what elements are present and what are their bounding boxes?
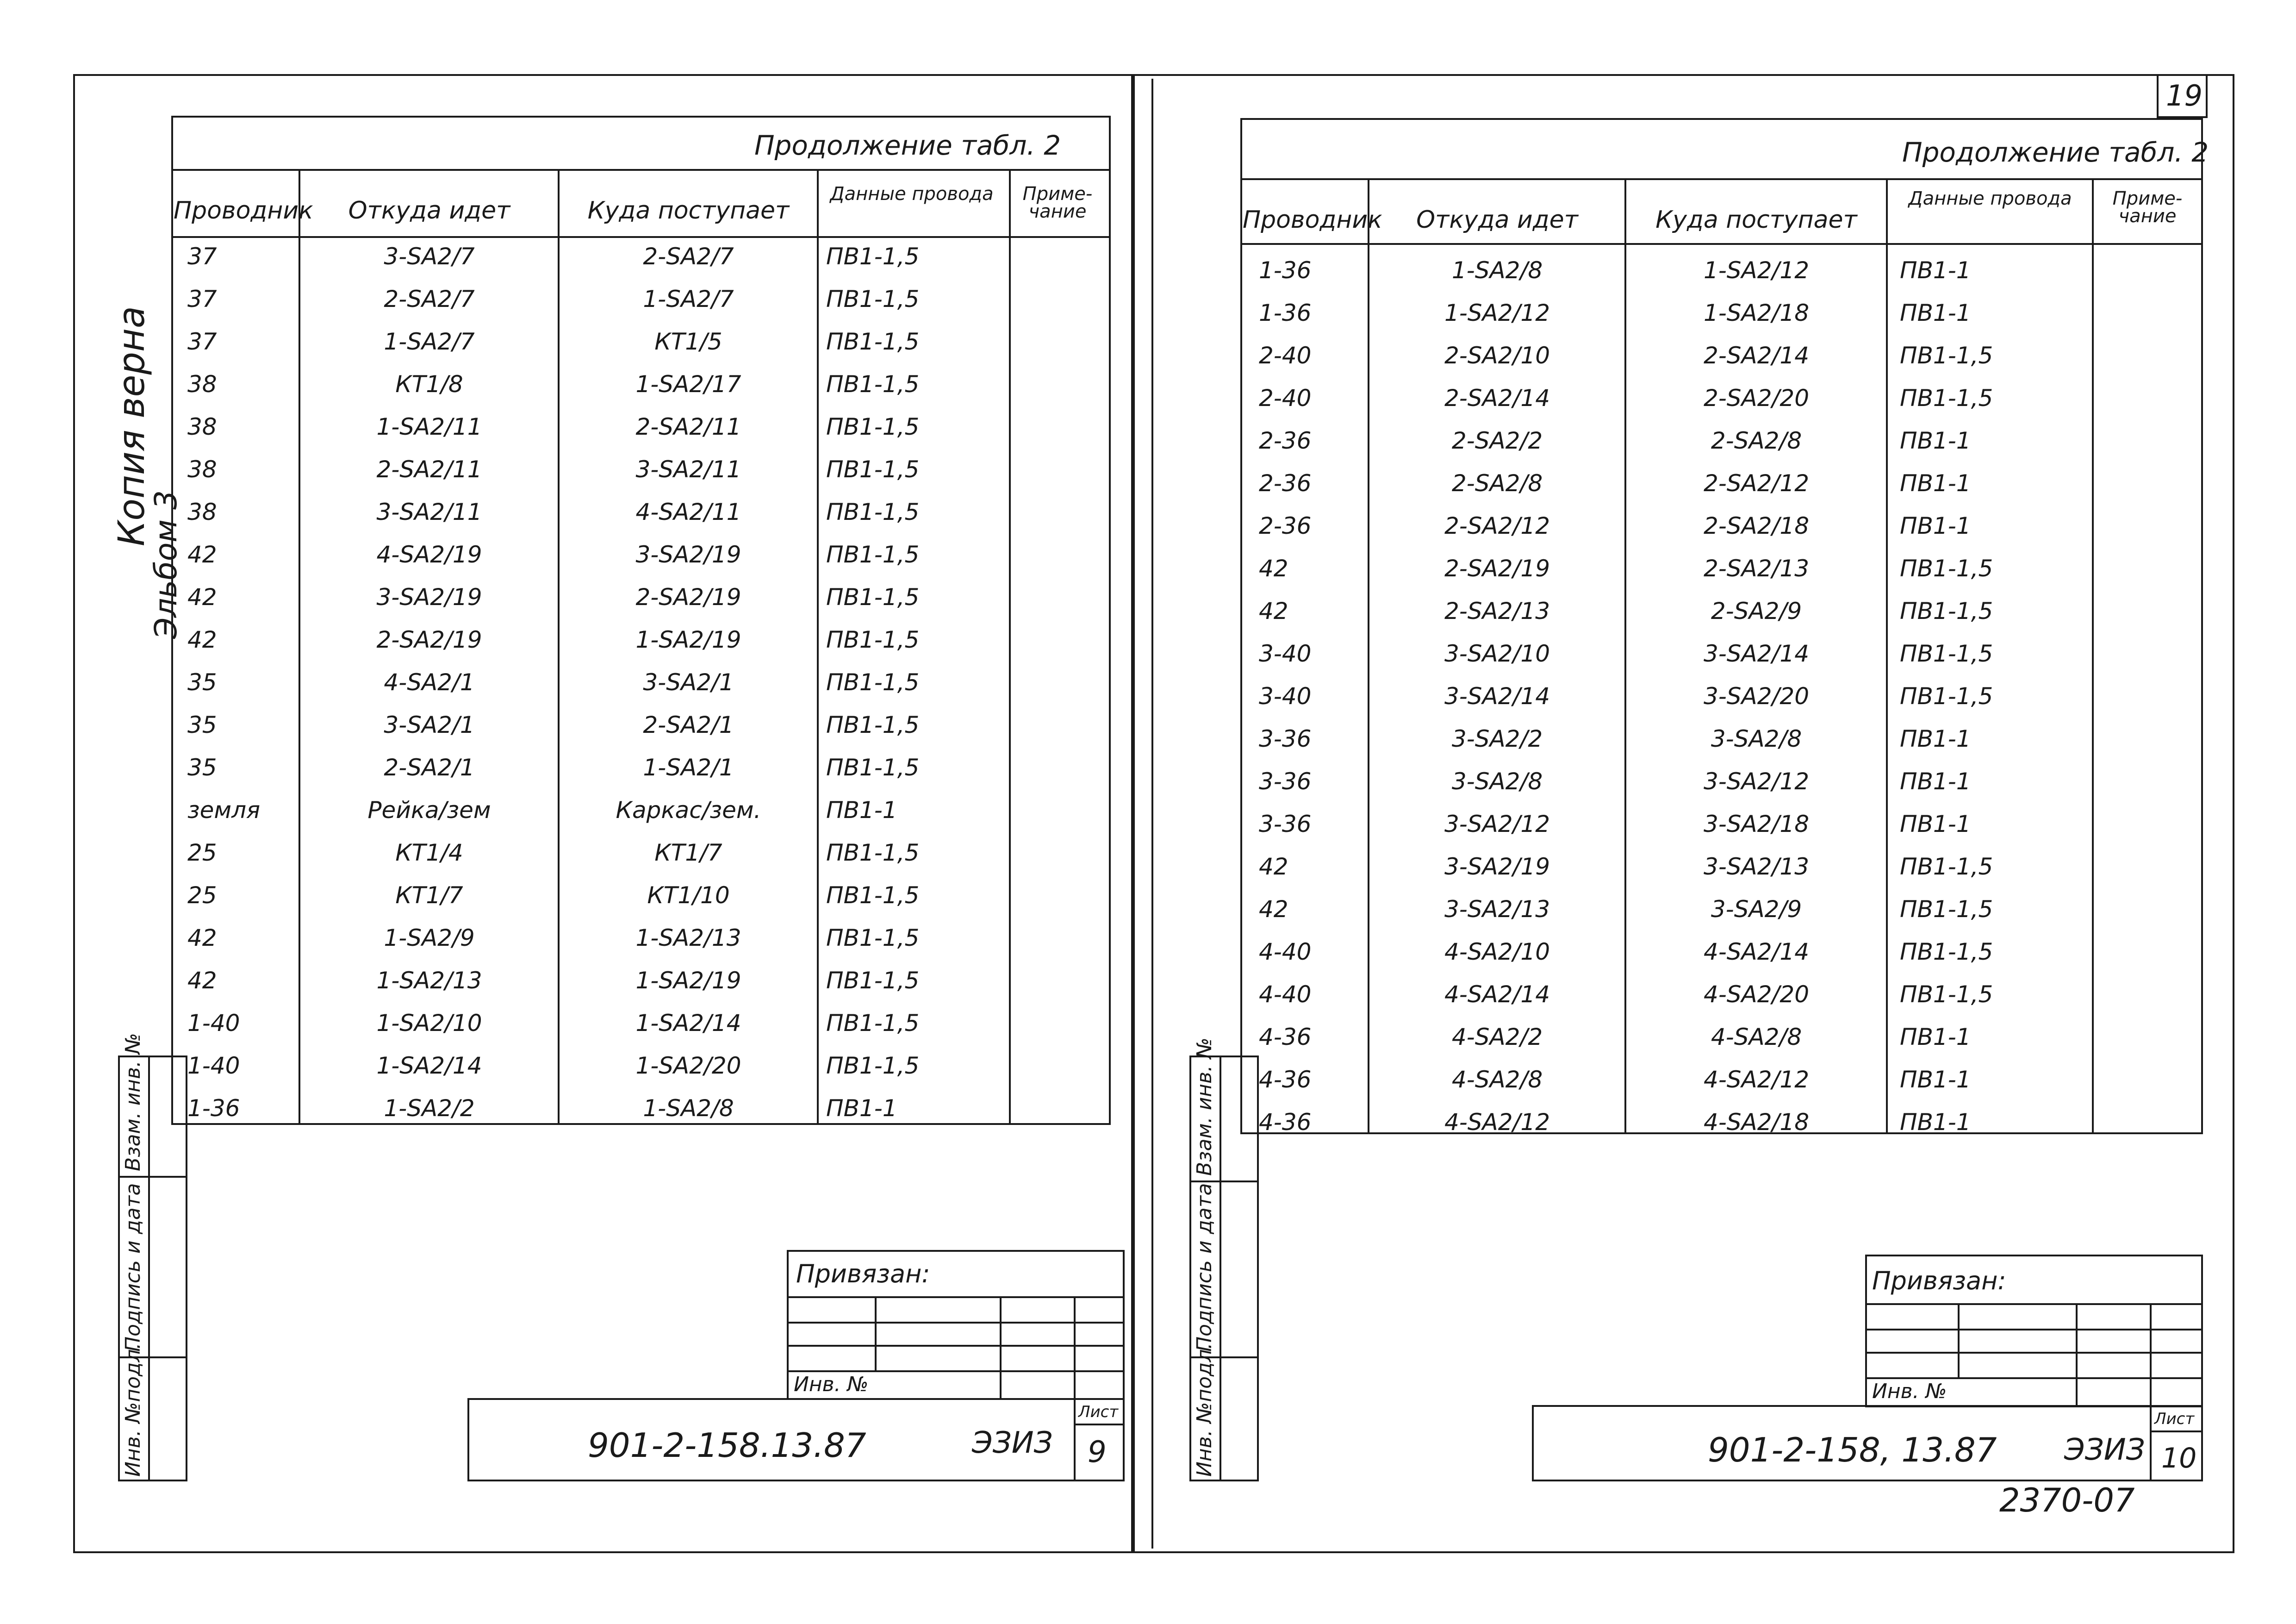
cell-conductor: 3-40: [1259, 640, 1312, 667]
cell-wire: ПВ1-1: [1900, 300, 1971, 326]
cell-conductor: 42: [187, 924, 217, 951]
cell-wire: ПВ1-1: [1900, 512, 1971, 539]
cell-to: 2-SA2/8: [1711, 427, 1802, 454]
cell-from: 1-SA2/13: [376, 967, 482, 994]
right-priv-h1: [1865, 1303, 2203, 1305]
cell-conductor: 1-40: [187, 1010, 240, 1037]
cell-to: 3-SA2/14: [1703, 640, 1810, 667]
cell-conductor: 42: [187, 584, 217, 611]
cell-wire: ПВ1-1,5: [826, 243, 920, 270]
cell-from: 3-SA2/19: [1444, 853, 1550, 880]
cell-to: 1-SA2/19: [635, 626, 741, 653]
sheet-corner-number: 19: [2166, 79, 2203, 112]
cell-conductor: 35: [187, 712, 217, 738]
right-list-h: [2150, 1430, 2203, 1432]
cell-wire: ПВ1-1,5: [826, 882, 920, 909]
cell-to: 2-SA2/9: [1711, 598, 1802, 625]
cell-from: 2-SA2/8: [1451, 470, 1543, 497]
cell-from: 4-SA2/8: [1451, 1066, 1543, 1093]
cell-conductor: 1-36: [1259, 257, 1312, 284]
cell-conductor: 1-36: [1259, 300, 1312, 326]
cell-conductor: 3-40: [1259, 683, 1312, 710]
cell-wire: ПВ1-1,5: [826, 669, 920, 696]
cell-from: 2-SA2/2: [1451, 427, 1543, 454]
cell-wire: ПВ1-1,5: [826, 712, 920, 738]
cell-from: 4-SA2/14: [1444, 981, 1550, 1008]
cell-conductor: 2-36: [1259, 470, 1312, 497]
cell-wire: ПВ1-1,5: [826, 626, 920, 653]
cell-conductor: 2-40: [1259, 385, 1312, 412]
cell-to: 2-SA2/12: [1703, 470, 1810, 497]
cell-conductor: 42: [1259, 555, 1288, 582]
cell-conductor: 42: [1259, 598, 1288, 625]
left-header-to: Куда поступает: [587, 197, 790, 225]
right-header-conductor: Проводник: [1243, 206, 1382, 234]
right-side-podpis: Подпись и дата: [1193, 1183, 1216, 1352]
cell-from: 1-SA2/12: [1444, 300, 1550, 326]
cell-from: КТ1/4: [395, 839, 463, 866]
cell-to: 2-SA2/19: [635, 584, 741, 611]
cell-conductor: 42: [1259, 896, 1288, 923]
cell-from: 2-SA2/7: [384, 286, 475, 312]
left-side-vzam: Взам. инв. №: [121, 1033, 145, 1171]
cell-from: 4-SA2/10: [1444, 938, 1550, 965]
cell-wire: ПВ1-1,5: [1900, 981, 1993, 1008]
cell-wire: ПВ1-1: [1900, 811, 1971, 837]
cell-to: КТ1/7: [654, 839, 722, 866]
cell-to: 3-SA2/1: [643, 669, 734, 696]
cell-to: 3-SA2/20: [1703, 683, 1810, 710]
cell-wire: ПВ1-1,5: [826, 499, 920, 525]
cell-from: 2-SA2/1: [384, 754, 475, 781]
cell-to: 4-SA2/18: [1703, 1109, 1810, 1136]
cell-from: 3-SA2/8: [1451, 768, 1543, 795]
cell-to: 3-SA2/18: [1703, 811, 1810, 837]
cell-conductor: 3-36: [1259, 768, 1312, 795]
cell-wire: ПВ1-1: [1900, 725, 1971, 752]
cell-wire: ПВ1-1,5: [1900, 853, 1993, 880]
cell-wire: ПВ1-1,5: [826, 1052, 920, 1079]
cell-wire: ПВ1-1,5: [1900, 342, 1993, 369]
left-continuation: Продолжение табл. 2: [754, 130, 1061, 161]
cell-to: 2-SA2/7: [643, 243, 734, 270]
cell-to: 3-SA2/8: [1711, 725, 1802, 752]
cell-from: 4-SA2/19: [376, 541, 482, 568]
left-list-h: [1074, 1424, 1125, 1425]
cell-wire: ПВ1-1: [826, 797, 897, 824]
left-priv-v2: [1000, 1296, 1002, 1398]
cell-conductor: 4-40: [1259, 938, 1312, 965]
cell-to: 4-SA2/14: [1703, 938, 1810, 965]
cell-to: 1-SA2/1: [643, 754, 734, 781]
cell-conductor: 2-36: [1259, 427, 1312, 454]
left-priv-v3: [1074, 1296, 1076, 1481]
cell-conductor: 38: [187, 413, 217, 440]
right-col-div-1: [1368, 178, 1369, 1134]
cell-to: 3-SA2/11: [635, 456, 741, 483]
cell-wire: ПВ1-1,5: [1900, 385, 1993, 412]
left-list-no: 9: [1088, 1435, 1107, 1469]
cell-to: Каркас/зем.: [616, 797, 761, 824]
cell-conductor: 37: [187, 243, 217, 270]
cell-wire: ПВ1-1,5: [826, 413, 920, 440]
cell-conductor: 37: [187, 328, 217, 355]
right-header-bottom: [1240, 243, 2203, 245]
right-inv-no: Инв. №: [1872, 1380, 1947, 1403]
cell-to: 1-SA2/7: [643, 286, 734, 312]
cell-conductor: 35: [187, 669, 217, 696]
cell-from: 1-SA2/10: [376, 1010, 482, 1037]
cell-to: 4-SA2/8: [1711, 1024, 1802, 1050]
left-priv-v1: [875, 1296, 877, 1370]
cell-wire: ПВ1-1,5: [1900, 598, 1993, 625]
right-col-div-2: [1624, 178, 1626, 1134]
cell-conductor: земля: [187, 797, 261, 824]
cell-to: 3-SA2/12: [1703, 768, 1810, 795]
right-side-inv-podl: Инв. №подл.: [1193, 1343, 1216, 1477]
left-side-stamp-h1: [118, 1176, 187, 1178]
cell-from: 4-SA2/1: [384, 669, 475, 696]
cell-from: 3-SA2/7: [384, 243, 475, 270]
cell-from: 3-SA2/19: [376, 584, 482, 611]
cell-wire: ПВ1-1: [1900, 470, 1971, 497]
cell-conductor: 25: [187, 882, 217, 909]
cell-to: 1-SA2/14: [635, 1010, 741, 1037]
right-header-from: Откуда идет: [1416, 206, 1578, 234]
cell-from: 3-SA2/1: [384, 712, 475, 738]
cell-conductor: 4-40: [1259, 981, 1312, 1008]
cell-wire: ПВ1-1,5: [826, 754, 920, 781]
cell-wire: ПВ1-1: [1900, 257, 1971, 284]
cell-from: 2-SA2/10: [1444, 342, 1550, 369]
right-col-div-3: [1886, 178, 1888, 1134]
cell-from: КТ1/7: [395, 882, 463, 909]
cell-from: 3-SA2/2: [1451, 725, 1543, 752]
left-list-label: Лист: [1078, 1403, 1119, 1421]
left-sheet-kind: ЭЗИЗ: [972, 1426, 1053, 1460]
cell-wire: ПВ1-1: [1900, 1066, 1971, 1093]
cell-to: 2-SA2/20: [1703, 385, 1810, 412]
right-list-no: 10: [2161, 1442, 2197, 1474]
cell-wire: ПВ1-1,5: [826, 286, 920, 312]
cell-from: 3-SA2/12: [1444, 811, 1550, 837]
cell-wire: ПВ1-1,5: [826, 541, 920, 568]
cell-conductor: 3-36: [1259, 811, 1312, 837]
cell-to: 1-SA2/17: [635, 371, 741, 398]
right-continuation: Продолжение табл. 2: [1902, 137, 2209, 168]
right-header-to: Куда поступает: [1655, 206, 1857, 234]
cell-from: КТ1/8: [395, 371, 463, 398]
cell-from: 2-SA2/11: [376, 456, 482, 483]
cell-to: 1-SA2/8: [643, 1095, 734, 1122]
right-priv-h4: [1865, 1377, 2203, 1379]
cell-conductor: 38: [187, 371, 217, 398]
right-list-label: Лист: [2154, 1410, 2195, 1428]
right-side-stamp-h1: [1189, 1181, 1259, 1182]
right-privyazan: Привязан:: [1872, 1266, 2006, 1295]
cell-to: 3-SA2/19: [635, 541, 741, 568]
right-priv-v1: [1958, 1303, 1960, 1377]
cell-wire: ПВ1-1,5: [826, 328, 920, 355]
cell-to: 2-SA2/11: [635, 413, 741, 440]
cell-to: 1-SA2/18: [1703, 300, 1810, 326]
cell-wire: ПВ1-1: [1900, 768, 1971, 795]
cell-conductor: 1-36: [187, 1095, 240, 1122]
cell-conductor: 4-36: [1259, 1109, 1312, 1136]
cell-conductor: 1-40: [187, 1052, 240, 1079]
cell-from: 2-SA2/13: [1444, 598, 1550, 625]
left-inv-no: Инв. №: [794, 1373, 869, 1396]
left-side-stamp-div: [148, 1056, 150, 1481]
right-doc-code: 901-2-158, 13.87: [1708, 1430, 1997, 1469]
cell-wire: ПВ1-1,5: [1900, 896, 1993, 923]
cell-conductor: 42: [187, 626, 217, 653]
cell-from: Рейка/зем: [367, 797, 491, 824]
right-header-note: Приме-чание: [2112, 188, 2183, 227]
right-side-stamp-div: [1220, 1056, 1221, 1481]
cell-conductor: 2-40: [1259, 342, 1312, 369]
right-col-div-4: [2092, 178, 2094, 1134]
left-col-div-4: [1009, 169, 1011, 1125]
cell-conductor: 35: [187, 754, 217, 781]
cell-to: 3-SA2/13: [1703, 853, 1810, 880]
cell-wire: ПВ1-1,5: [1900, 640, 1993, 667]
right-sheet-kind: ЭЗИЗ: [2064, 1433, 2145, 1467]
left-side-podpis: Подпись и дата: [121, 1183, 145, 1352]
cell-to: 2-SA2/1: [643, 712, 734, 738]
left-header-wire: Данные провода: [830, 183, 994, 205]
cell-to: 2-SA2/14: [1703, 342, 1810, 369]
cell-from: 3-SA2/13: [1444, 896, 1550, 923]
right-header-top: [1240, 178, 2203, 180]
left-side-inv-podl: Инв. №подл.: [121, 1343, 145, 1477]
left-header-top: [171, 169, 1111, 171]
cell-from: 4-SA2/12: [1444, 1109, 1550, 1136]
left-header-conductor: Проводник: [174, 197, 313, 225]
cell-conductor: 38: [187, 456, 217, 483]
left-header-bottom: [171, 236, 1111, 238]
cell-conductor: 38: [187, 499, 217, 525]
cell-conductor: 42: [1259, 853, 1288, 880]
cell-to: 4-SA2/11: [635, 499, 741, 525]
cell-wire: ПВ1-1: [1900, 1024, 1971, 1050]
left-col-div-3: [817, 169, 819, 1125]
right-priv-v2: [2076, 1303, 2078, 1405]
left-header-note: Приме-чание: [1022, 183, 1093, 222]
cell-wire: ПВ1-1,5: [826, 371, 920, 398]
left-privyazan: Привязан:: [796, 1259, 930, 1288]
cell-to: 1-SA2/13: [635, 924, 741, 951]
cell-from: 2-SA2/19: [1444, 555, 1550, 582]
cell-to: 2-SA2/18: [1703, 512, 1810, 539]
cell-to: 1-SA2/19: [635, 967, 741, 994]
cell-conductor: 42: [187, 541, 217, 568]
cell-wire: ПВ1-1: [1900, 427, 1971, 454]
cell-to: КТ1/10: [647, 882, 730, 909]
center-fold: [1151, 79, 1153, 1549]
cell-to: 4-SA2/12: [1703, 1066, 1810, 1093]
cell-from: 1-SA2/8: [1451, 257, 1543, 284]
cell-from: 1-SA2/11: [376, 413, 482, 440]
cell-conductor: 4-36: [1259, 1066, 1312, 1093]
cell-to: 2-SA2/13: [1703, 555, 1810, 582]
cell-to: 1-SA2/20: [635, 1052, 741, 1079]
cell-conductor: 25: [187, 839, 217, 866]
cell-from: 1-SA2/2: [384, 1095, 475, 1122]
archive-number: 2370-07: [1999, 1481, 2135, 1519]
cell-to: 1-SA2/12: [1703, 257, 1810, 284]
cell-wire: ПВ1-1,5: [1900, 683, 1993, 710]
margin-note-line2: Эльбом 3: [148, 490, 184, 639]
right-header-wire: Данные провода: [1908, 188, 2072, 209]
cell-wire: ПВ1-1,5: [1900, 938, 1993, 965]
cell-conductor: 3-36: [1259, 725, 1312, 752]
cell-conductor: 4-36: [1259, 1024, 1312, 1050]
cell-conductor: 37: [187, 286, 217, 312]
cell-wire: ПВ1-1,5: [826, 839, 920, 866]
cell-from: 1-SA2/7: [384, 328, 475, 355]
cell-from: 1-SA2/14: [376, 1052, 482, 1079]
right-priv-h3: [1865, 1352, 2203, 1354]
right-priv-h2: [1865, 1329, 2203, 1330]
cell-wire: ПВ1-1,5: [1900, 555, 1993, 582]
cell-wire: ПВ1-1,5: [826, 456, 920, 483]
left-doc-code: 901-2-158.13.87: [588, 1426, 866, 1465]
cell-wire: ПВ1-1,5: [826, 1010, 920, 1037]
left-col-div-1: [299, 169, 300, 1125]
cell-to: КТ1/5: [654, 328, 722, 355]
left-header-from: Откуда идет: [348, 197, 510, 225]
cell-to: 3-SA2/9: [1711, 896, 1802, 923]
cell-wire: ПВ1-1: [826, 1095, 897, 1122]
left-col-div-2: [558, 169, 560, 1125]
cell-wire: ПВ1-1,5: [826, 967, 920, 994]
cell-conductor: 2-36: [1259, 512, 1312, 539]
cell-wire: ПВ1-1,5: [826, 924, 920, 951]
right-priv-v3: [2150, 1303, 2152, 1481]
cell-from: 4-SA2/2: [1451, 1024, 1543, 1050]
cell-from: 3-SA2/10: [1444, 640, 1550, 667]
right-side-vzam: Взам. инв. №: [1193, 1037, 1216, 1176]
margin-note-line1: Копия верна: [111, 306, 153, 546]
cell-conductor: 42: [187, 967, 217, 994]
cell-from: 1-SA2/9: [384, 924, 475, 951]
cell-from: 2-SA2/19: [376, 626, 482, 653]
cell-from: 3-SA2/11: [376, 499, 482, 525]
cell-to: 4-SA2/20: [1703, 981, 1810, 1008]
cell-from: 2-SA2/14: [1444, 385, 1550, 412]
cell-wire: ПВ1-1: [1900, 1109, 1971, 1136]
cell-from: 2-SA2/12: [1444, 512, 1550, 539]
cell-wire: ПВ1-1,5: [826, 584, 920, 611]
cell-from: 3-SA2/14: [1444, 683, 1550, 710]
